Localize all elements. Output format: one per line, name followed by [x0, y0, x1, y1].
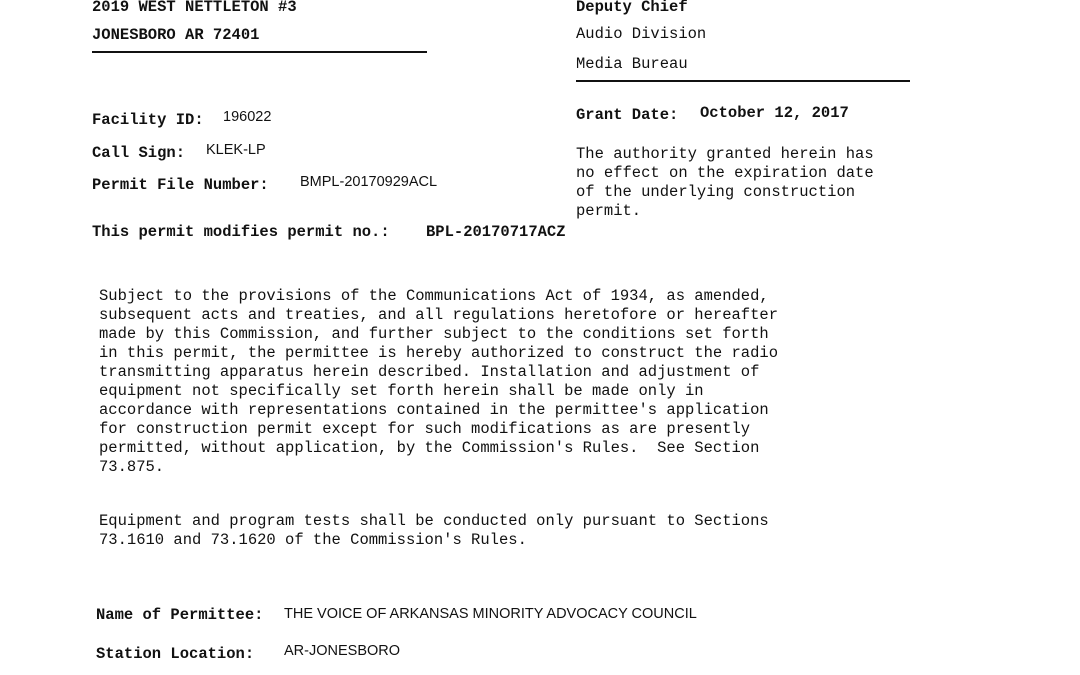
grant-date-label: Grant Date:	[576, 106, 679, 124]
permittee-value: THE VOICE OF ARKANSAS MINORITY ADVOCACY COUNCIL	[284, 606, 697, 622]
facility-id-label: Facility ID:	[92, 111, 204, 129]
permittee-label: Name of Permittee:	[96, 606, 264, 624]
tests-paragraph: Equipment and program tests shall be conducted only pursuant to Sections 73.1610 and 73.1620 of the Commission's Rules.	[99, 512, 769, 549]
authority-note: The authority granted herein has no effect on the expiration date of the underlying construction permit.	[576, 145, 874, 220]
issuer-title: Deputy Chief	[576, 0, 688, 16]
issuer-divider	[576, 80, 910, 82]
modifies-value: BPL-20170717ACZ	[426, 223, 566, 241]
address-divider	[92, 51, 427, 53]
station-location-label: Station Location:	[96, 645, 255, 663]
issuer-bureau: Media Bureau	[576, 55, 688, 73]
address-city: JONESBORO AR 72401	[92, 26, 260, 44]
address-street: 2019 WEST NETTLETON #3	[92, 0, 297, 16]
modifies-label: This permit modifies permit no.:	[92, 223, 390, 241]
grant-date-value: October 12, 2017	[700, 104, 849, 122]
call-sign-value: KLEK-LP	[206, 142, 266, 158]
issuer-division: Audio Division	[576, 25, 707, 43]
authorization-paragraph: Subject to the provisions of the Communications Act of 1934, as amended, subsequent acts and treaties, and all regulations heretofore or hereafter made by this Commission, and further subject to the conditions set forth in this permit, the permittee is hereby authorized to construct the radio transmitting apparatus herein described. Installation and adjustment of equipment not specifically set forth herein shall be made only in accordance with representations contained in the permittee's application for construction permit except for such modifications as are presently permitted, without application, by the Commission's Rules. See Section 73.875.	[99, 287, 779, 476]
permit-file-label: Permit File Number:	[92, 176, 269, 194]
facility-id-value: 196022	[223, 109, 272, 125]
permit-file-value: BMPL-20170929ACL	[300, 174, 438, 190]
call-sign-label: Call Sign:	[92, 144, 186, 162]
station-location-value: AR-JONESBORO	[284, 643, 401, 659]
